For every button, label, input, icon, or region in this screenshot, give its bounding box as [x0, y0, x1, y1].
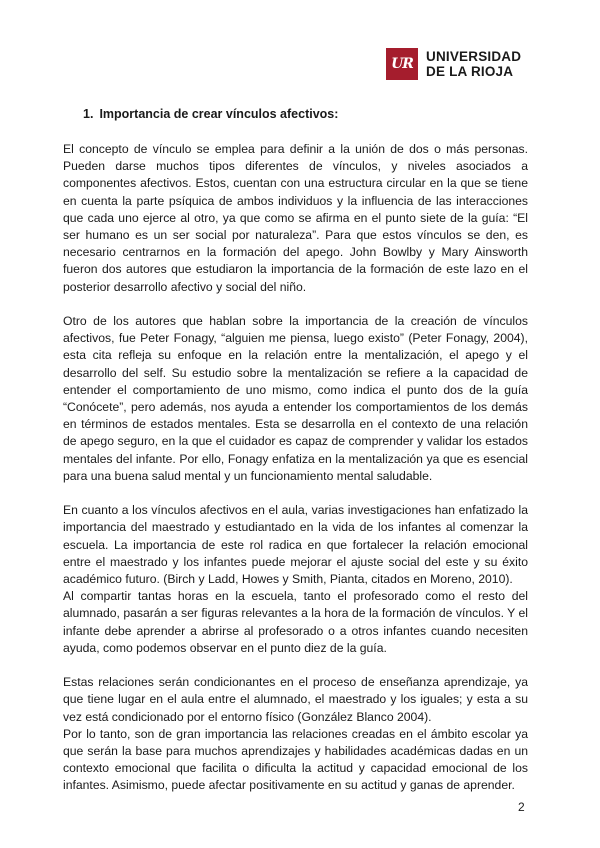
paragraph: Estas relaciones serán condicionantes en el proceso de enseñanza aprendizaje, ya que tiene lugar en el aula entre el alumnado, el maestrado y los iguales; y esta a su vez está condicionado por el entorno físico (González Blanco 2004). — [63, 675, 528, 724]
section-title: Importancia de crear vínculos afectivos: — [99, 107, 339, 121]
paragraph: Al compartir tantas horas en la escuela, tanto el profesorado como el resto del alumnado, pasarán a ser figuras relevantes a la hora de la formación de vínculos. Y el infante debe aprender a abrirse al profesorado o a otros infantes cuando necesiten ayuda, como podemos observar en el punto diez de la guía. — [63, 589, 528, 655]
logo-emblem-icon — [386, 48, 418, 80]
logo-line-2: DE LA RIOJA — [426, 64, 514, 79]
logo-line-1: UNIVERSIDAD — [426, 49, 522, 64]
paragraph: El concepto de vínculo se emplea para definir a la unión de dos o más personas. Pueden darse muchos tipos diferentes de vínculos, y niveles asociados a componentes afectivos. Estos, cuentan con una estructura circular en la que se tiene en cuenta la parte psíquica de ambos individuos y la influencia de las interacciones que cada uno ejerce al otro, ya que como se afirma en el punto siete de la guía: “El ser humano es un ser social por naturaleza”. Para que estos vínculos se den, es necesario centrarnos en la formación del apego. John Bowlby y Mary Ainsworth fueron dos autores que estudiaron la importancia de la formación de este lazo en el posterior desarrollo afectivo y social del niño. — [63, 142, 528, 294]
body-text — [63, 141, 528, 795]
logo-wordmark — [426, 49, 521, 79]
paragraph: Otro de los autores que hablan sobre la importancia de la creación de vínculos afectivos, fue Peter Fonagy, “alguien me piensa, luego existo” (Peter Fonagy, 2004), esta cita refleja su enfoque en la relación entre la mentalización, el apego y el desarrollo del self. Su estudio sobre la mentalización se refiere a la capacidad de entender el comportamiento de uno mismo, como indica el punto dos de la guía “Conócete”, pero además, nos ayuda a entender los comportamientos de los demás en términos de estados mentales. Esta se desarrolla en el contexto de una relación de apego seguro, en la que el cuidador es capaz de comprender y validar los estados mentales del infante. Por ello, Fonagy enfatiza en la mentalización ya que es esencial para una buena salud mental y un funcionamiento mental saludable. — [63, 314, 528, 483]
page-number: 2 — [518, 800, 525, 814]
logo-emblem-text: UR — [391, 56, 413, 72]
paragraph: Por lo tanto, son de gran importancia las relaciones creadas en el ámbito escolar ya que serán la base para muchos aprendizajes y habilidades académicas dadas en un contexto emocional que facilita o dificulta la actitud y capacidad emocional de los infantes. Asimismo, puede afectar positivamente en su actitud y ganas de aprender. — [63, 726, 528, 793]
university-logo — [386, 48, 521, 80]
paragraph: En cuanto a los vínculos afectivos en el aula, varias investigaciones han enfatizado la importancia del maestrado y estudiantado en la vida de los infantes al comenzar la escuela. La importancia de este rol radica en que fortalecer la relación emocional entre el maestrado y los infantes puede mejorar el ajuste social del este y su éxito académico futuro. (Birch y Ladd, Howes y Smith, Pianta, citados en Moreno, 2010). — [63, 503, 528, 587]
section-heading — [83, 107, 338, 121]
section-number: 1. — [83, 107, 94, 121]
